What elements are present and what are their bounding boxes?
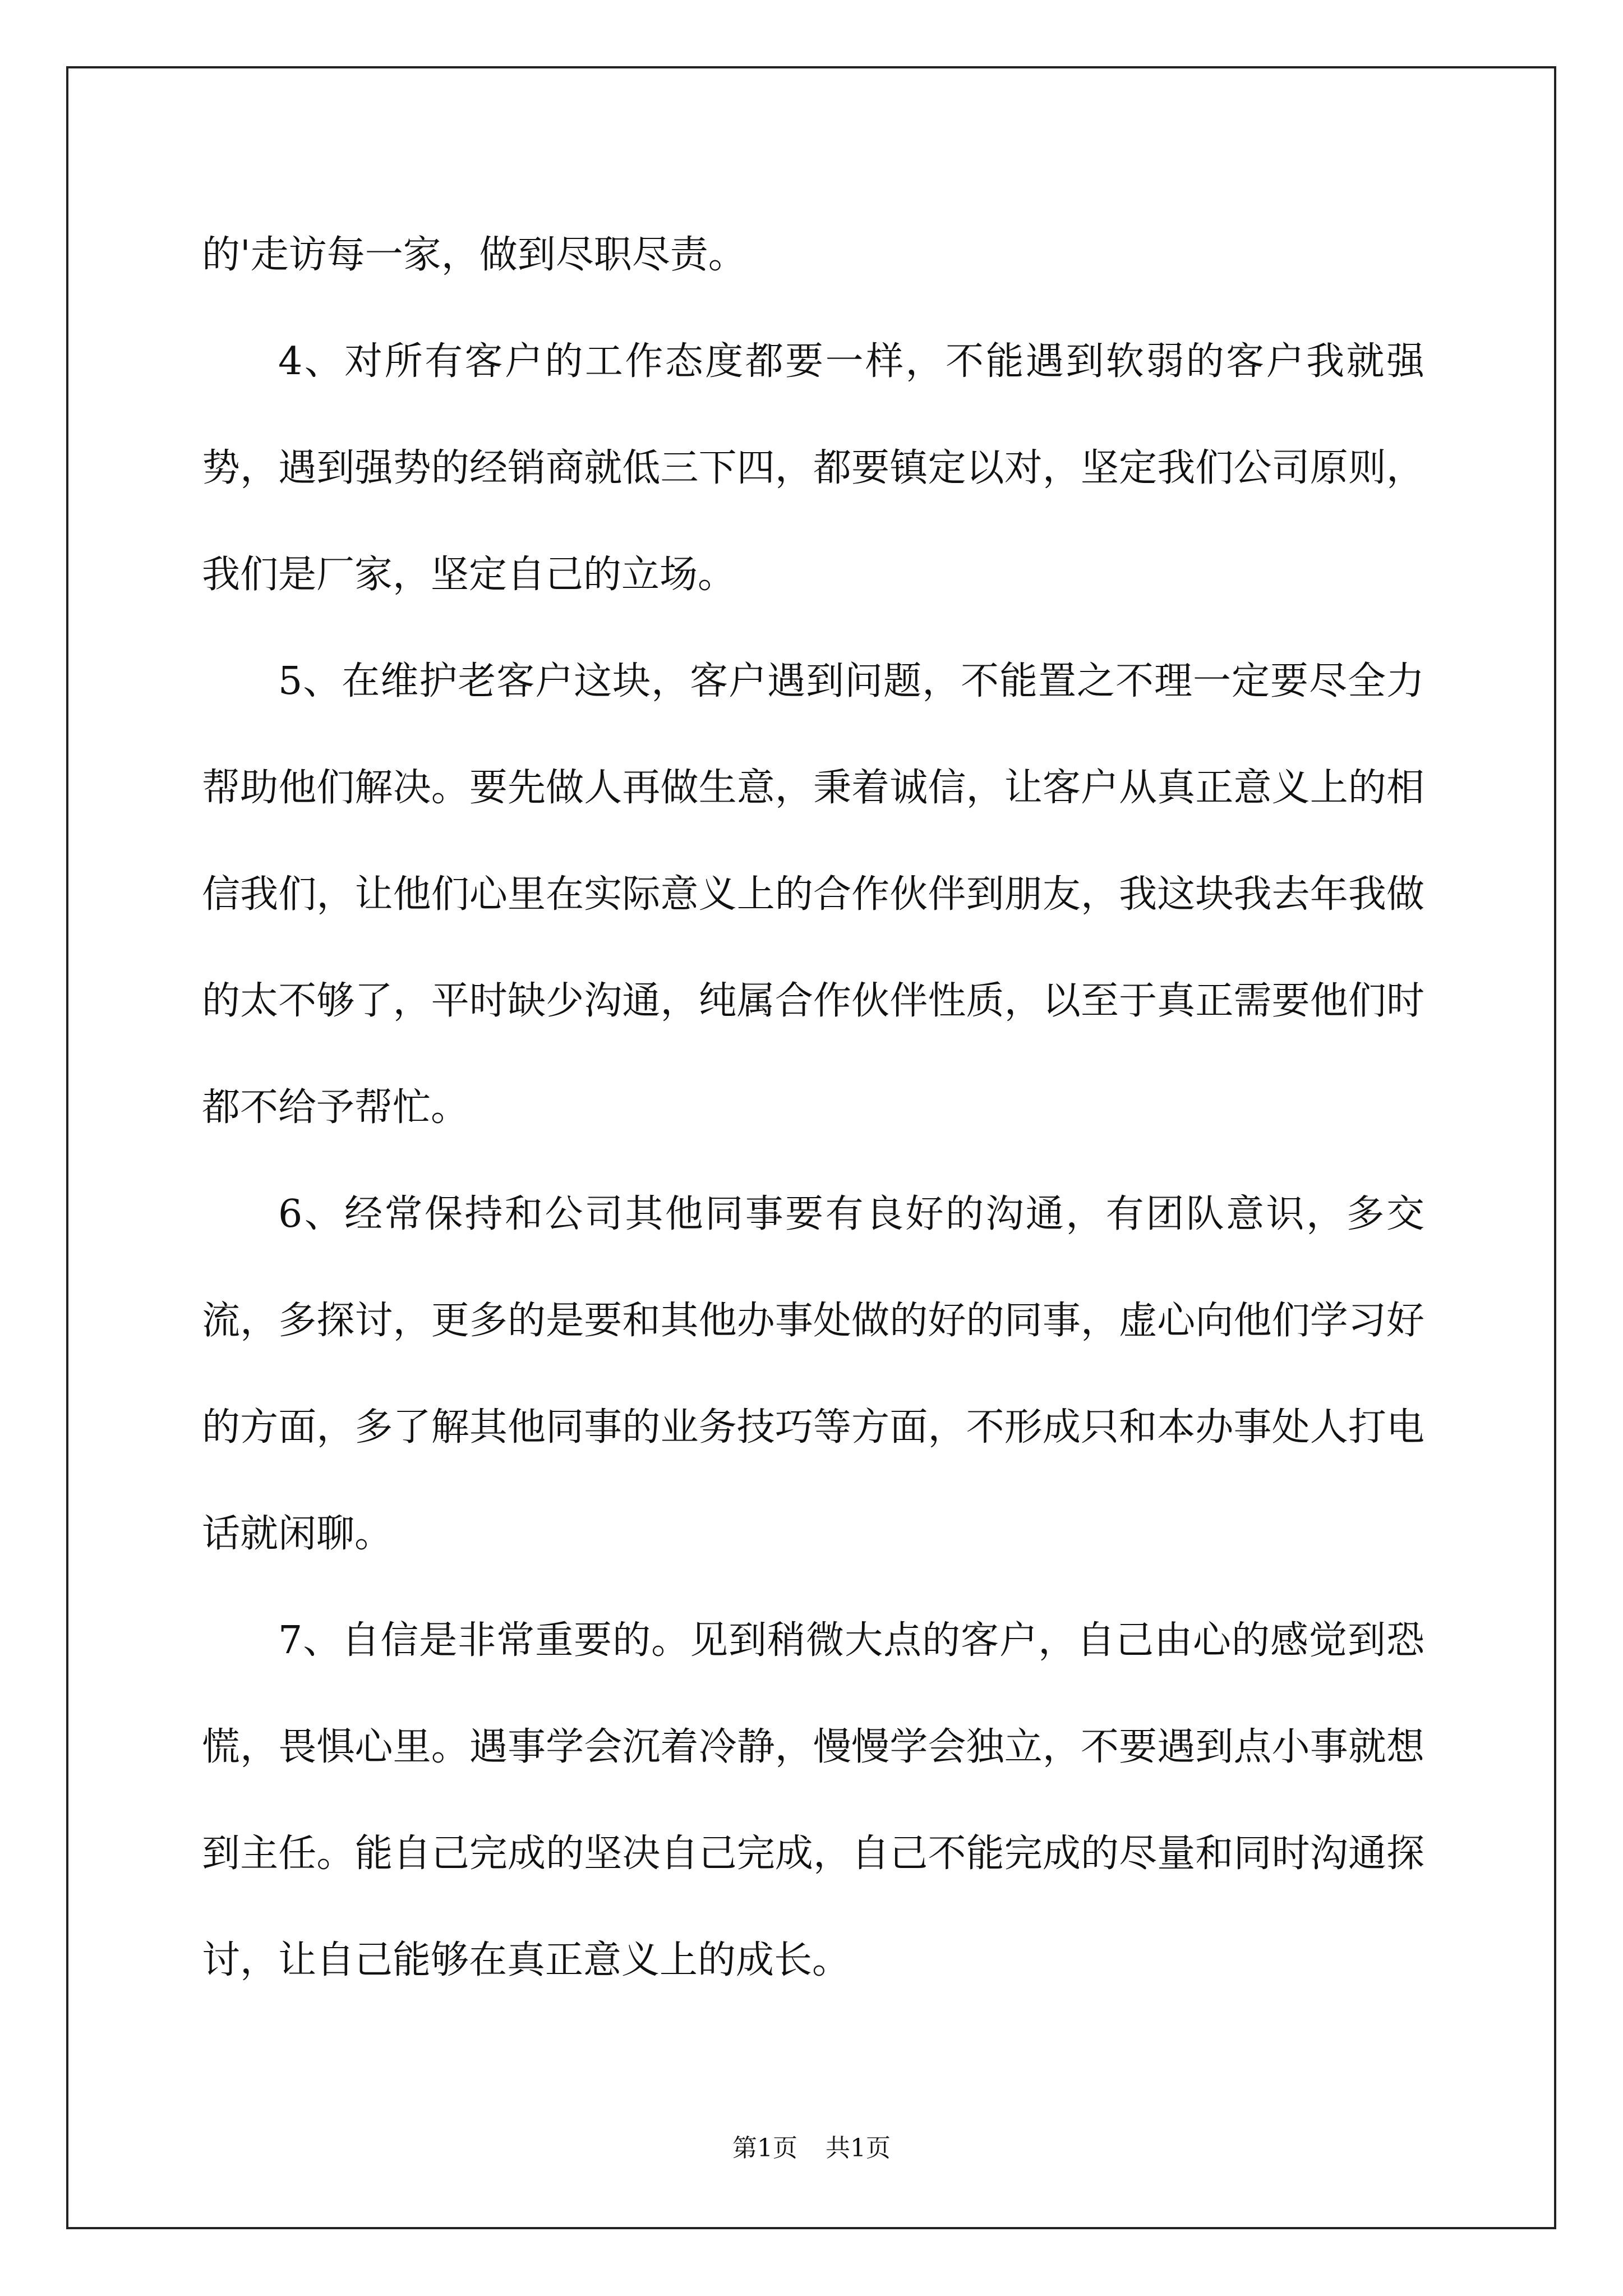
page-number: 第1页 [732, 2134, 797, 2162]
paragraph-item-5: 5、在维护老客户这块，客户遇到问题，不能置之不理一定要尽全力帮助他们解决。要先做人再做生意，秉着诚信，让客户从真正意义上的相信我们，让他们心里在实际意义上的合作伙伴到朋友，我这块我去年我做的太不够了，平时缺少沟通，纯属合作伙伴性质，以至于真正需要他们时都不给予帮忙。 [202, 659, 1424, 1130]
paragraph-item-7: 7、自信是非常重要的。见到稍微大点的客户，自己由心的感觉到恐慌，畏惧心里。遇事学会沉着冷静，慢慢学会独立，不要遇到点小事就想到主任。能自己完成的坚决自己完成，自己不能完成的尽量和同时沟通探讨，让自己能够在真正意义上的成长。 [202, 1618, 1424, 1982]
paragraph-continuation: 的'走访每一家，做到尽职尽责。 [202, 233, 746, 277]
paragraph-item-6: 6、经常保持和公司其他同事要有良好的沟通，有团队意识，多交流，多探讨，更多的是要和其他办事处做的好的同事，虚心向他们学习好的方面，多了解其他同事的业务技巧等方面，不形成只和本办事处人打电话就闲聊。 [202, 1192, 1424, 1556]
document-body [202, 202, 1424, 2014]
page-footer [0, 2132, 1623, 2165]
paragraph-item-4: 4、对所有客户的工作态度都要一样，不能遇到软弱的客户我就强势，遇到强势的经销商就低三下四，都要镇定以对，坚定我们公司原则，我们是厂家，坚定自己的立场。 [202, 339, 1424, 597]
page-total: 共1页 [826, 2134, 891, 2162]
